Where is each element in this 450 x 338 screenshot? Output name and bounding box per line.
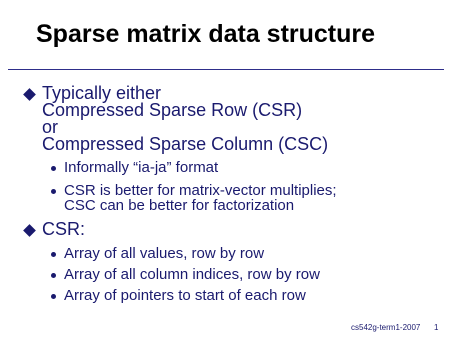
subbullet-text-line: CSC can be better for factorization <box>64 197 295 214</box>
diamond-bullet-icon <box>23 224 36 237</box>
subbullet-text-line: Array of all column indices, row by row <box>64 266 320 283</box>
dot-bullet-icon <box>51 189 56 194</box>
bullet-text-line: CSR: <box>42 219 86 239</box>
subbullet-informally <box>24 160 444 175</box>
dot-bullet-icon <box>51 294 56 299</box>
slide-title: Sparse matrix data structure <box>36 20 376 48</box>
footer-page-number: 1 <box>434 323 439 332</box>
subbullet-csr-better <box>24 183 444 213</box>
bullet-csr <box>24 221 444 238</box>
title-divider <box>8 69 444 70</box>
bullet-text-line: or <box>42 117 59 137</box>
bullet-typically <box>24 85 444 153</box>
subbullet-values <box>24 246 444 261</box>
dot-bullet-icon <box>51 166 56 171</box>
subbullet-text-line: Informally “ia-ja” format <box>64 159 219 176</box>
subbullet-column-indices <box>24 267 444 282</box>
bullet-text-line: Compressed Sparse Column (CSC) <box>42 134 329 154</box>
bullet-text-line: Compressed Sparse Row (CSR) <box>42 100 303 120</box>
subbullet-text-line: Array of all values, row by row <box>64 245 265 262</box>
subbullet-row-pointers <box>24 288 444 303</box>
dot-bullet-icon <box>51 273 56 278</box>
subbullet-text-line: Array of pointers to start of each row <box>64 287 306 304</box>
bullet-text-line: Typically either <box>42 83 162 103</box>
dot-bullet-icon <box>51 252 56 257</box>
slide-body <box>24 85 444 303</box>
subbullet-text-line: CSR is better for matrix-vector multiplies; <box>64 182 337 199</box>
footer-course-code: cs542g-term1-2007 <box>351 323 421 332</box>
diamond-bullet-icon <box>23 88 36 101</box>
